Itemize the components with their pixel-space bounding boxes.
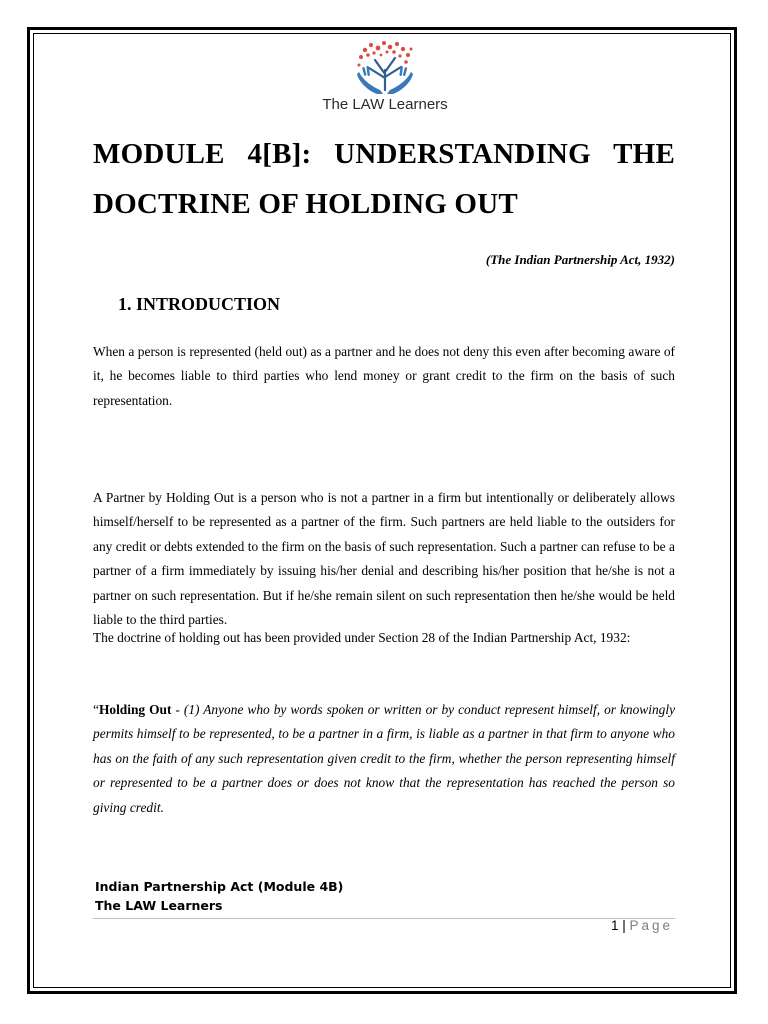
paragraph: A Partner by Holding Out is a person who is not a partner in a firm but intentionally or deliberately allows himself/herself to be represented as a partner of the firm. Such partners are held liable to the outsiders for any credit or debts extended to the firm on the basis of such representation. Such a partner can refuse to be a partner of a firm immediately by issuing his/her denial and describing his/her position that he/she is not a partner on such representation. But if he/she remain silent on such representation then he/she would be held liable to the third parties. bbox=[93, 490, 675, 628]
quote-separator: - bbox=[171, 702, 184, 717]
document-subtitle: (The Indian Partnership Act, 1932) bbox=[485, 252, 675, 267]
logo-text: The LAW Learners bbox=[322, 96, 448, 113]
page-word: Page bbox=[629, 918, 673, 933]
page-number bbox=[93, 918, 673, 933]
document-title: MODULE 4[B]: UNDERSTANDING THE DOCTRINE OF HOLDING OUT bbox=[93, 138, 675, 220]
page-number-value: 1 bbox=[610, 918, 619, 933]
footer-document-title: Indian Partnership Act (Module 4B) bbox=[95, 879, 344, 894]
section-number: 1. bbox=[118, 294, 132, 314]
quote-body: (1) Anyone who by words spoken or written or by conduct represent himself, or knowingly permits himself to be represented, to be a partner in a firm, is liable as a partner in that firm to anyone who has on the faith of any such representation given credit to the firm, whether the person representing himself or represented to be a partner does or does not know that the representation has reached the person so giving credit. bbox=[93, 702, 676, 815]
paragraph: When a person is represented (held out) as a partner and he does not deny this even after becoming aware of it, he becomes liable to third parties who lend money or grant credit to the firm on the basis of such representation. bbox=[93, 344, 675, 408]
logo bbox=[315, 40, 455, 120]
quote-term: Holding Out bbox=[98, 702, 172, 717]
paragraph: The doctrine of holding out has been provided under Section 28 of the Indian Partnership Act, 1932: bbox=[93, 630, 631, 645]
tree-hands-icon bbox=[353, 40, 417, 96]
footer-organization: The LAW Learners bbox=[95, 898, 223, 913]
section-heading bbox=[118, 294, 280, 315]
legal-quote bbox=[93, 698, 675, 820]
page-number-separator: | bbox=[618, 918, 630, 933]
section-title: INTRODUCTION bbox=[136, 294, 281, 314]
quote-open-mark: “ bbox=[93, 702, 99, 717]
